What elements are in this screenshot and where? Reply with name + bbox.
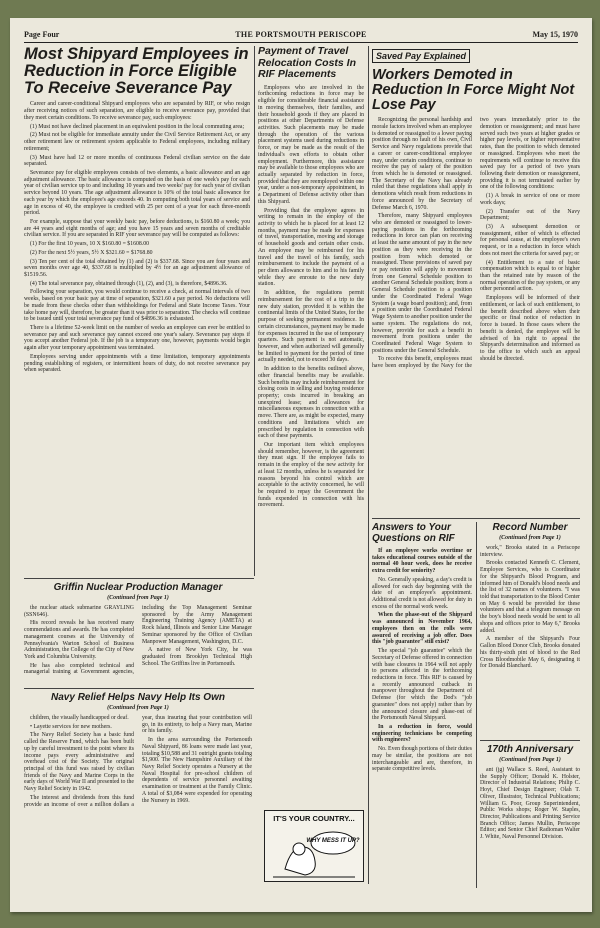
article-paragraph: In the area surrounding the Portsmouth Naval Shipyard, 86 loans were made last year, totaling $10,588 and 31 outright grants totaling $1,900. The New Hampshire Auxiliary of the Navy Relief Society operates a Nursery at the Naval Hospital for pre-school children of dependents of service personnel awaiting examination or treatment at the Family Clinic. A total of $3,084 were expended for operating the Nursery in 1969. [142,737,252,804]
article-paragraph: There is a lifetime 52-week limit on the number of weeks an employee can ever be entitled to severance pay and such severance pay cannot exceed one year's salary. Severance pay stops if you accept another Federal job. If the job is a temporary one, however, payments would begin again after your temporary appointment was terminated. [24,325,250,352]
cartoon [264,810,364,882]
article-paragraph: (2) For the next 5½ years, 5½ X $321.60 = $1768.80 [30,249,153,256]
answers-headline: Answers to Your Questions on RIF [372,522,455,544]
section-rule [372,518,580,519]
severance-pay-article [24,46,250,574]
anniversary-headline: 170th Anniversary [486,744,574,755]
article-paragraph: The Navy Relief Society has a basic fund called the Reserve Fund, which has been built up by careful investment to the point where its income pays every administrative and overhead cost of the Society. The original principal of this fund was raised by civilian friends of the Navy and Marine Corps in the early days of World War II and presented to the Navy Relief Society in 1942. [24,732,134,793]
griffin-continued: (Continued from Page 1) [107,595,169,601]
issue-date: May 15, 1970 [532,30,578,39]
article-paragraph: (4) The total severance pay, obtained through (1), (2), and (3), is therefore, $4896.36. [30,280,228,287]
cartoon-head [293,843,305,855]
answers-article [372,522,472,888]
section-rule [24,688,254,689]
article-paragraph: work," Brooks stated in a Periscope interview. [480,545,580,558]
article-paragraph: No. Even though portions of their duties may be similar, the positions are not interchangeable and are, therefore, in separate competitive levels. [372,746,472,773]
article-paragraph: He has also completed technical and managerial training at Government agencies, including the Top Management Seminar sponsored by the Army Management Engineering Training Agency (AMETA) at Rock Island, Illinois and Senior Line Manager Seminar sponsored by the Office of Civilian Manpower Management, Washington, D.C. [24,605,252,676]
navy-relief-headline: Navy Relief Helps Navy Help Its Own [51,692,225,703]
article-paragraph: In addition, the regulations permit reimbursement for the cost of a trip to the new duty station, provided it is within the continental limits of the United States, for the purpose of seeking permanent residence. In certain circumstances, payment may be made for expenses incurred in the use of temporary quarters. Such payment is not automatic, however, and when authorized will generally be limited to payment for the period of time actually needed, not to exceed 30 days. [258,290,364,364]
section-rule [480,740,580,741]
article-paragraph: His record reveals he has received many commendations and awards. He has completed management courses at the University of Pennsylvania's Warton School of Business Administration, the College of the City of New York and Columbia University. [24,620,134,661]
article-paragraph: (1) A break in service of one or more work days; [480,193,580,206]
column-rule [368,46,369,884]
article-paragraph: (1) Must not have declined placement in an equivalent position in the local commuting area; [30,123,245,130]
anniversary-article [480,744,580,888]
anniversary-continued: (Continued from Page 1) [499,757,561,763]
article-paragraph: To receive this benefit, employees must have been employed by the Navy for the two years immediately prior to the demotion or reassignment; and must have served such two years at higher grades or higher pay levels, or higher representative rates, than the position to which demoted or reassigned. Employees who meet the requirements will continue to receive this saved pay for a period of two years following their demotion or reassignment, providing it is not terminated earlier by one of the following conditions: [372,117,580,370]
saved-pay-article [372,46,580,514]
griffin-body [24,605,252,679]
saved-pay-body [372,117,580,495]
article-paragraph: (3) A subsequent demotion or reassignment, either of which is effected for personal cause, at the employee's own request, or in a reduction in force which does not meet the criteria for saved pay; or [480,224,580,257]
griffin-article [24,582,252,686]
answers-body [372,548,472,773]
record-number-article [480,522,580,738]
page-number: Page Four [24,30,60,39]
article-paragraph: Employees serving under appointments with a time limitation, temporary appointments pending establishing of registers, or intermittent hours of duty, do not receive severance pay when separated. [24,353,250,374]
article-paragraph: In a reduction in force, would engineering technicians be competing with engineers? [372,723,472,744]
severance-headline: Most Shipyard Employees in Reduction in Force Eligible To Receive Severance Pay [24,46,249,98]
record-number-headline: Record Number [492,522,568,533]
article-paragraph: In addition to the benefits outlined above, other financial benefits may be available. Such benefits may include reimbursement for closing costs in selling and buying residence property; costs incurred in breaking an unexpired lease; and allowances for miscellaneous expenses in connection with a move. There are, as might be expected, many conditions and limitations which are prescribed by regulation in connection with each of these payments. [258,366,364,440]
article-paragraph: (1) For the first 10 years, 10 X $160.80 = $1608.00 [30,241,150,248]
article-paragraph: ant (jg) Wallace S. Reed, Assistant to the Supply Officer; Donald K. Holster, Director of Industrial Relations; Philip C. Hoyt, Chief Design Engineer; Olah T. Oliver, Illustrator, Technical Publications; William G. Poor, Group Superintendent, Public Works shops; Roger W. Staples, Director, Publications and Printing Service Branch Office; James Mullin, Periscope Editor; and Senior Chief Radioman Walter J. White, Naval Personnel Division. [480,767,580,841]
article-paragraph: (3) Ten per cent of the total obtained by (1) and (2) is $337.68. Since you are four years and seven months over age 40, $337.68 is multiplied by 4½ for an age adjustment allowance of $1519.56. [24,258,250,278]
article-paragraph: Brooks contacted Kenneth C. Clement, Employee Services, who is Coordinator for the Shipyard's Blood Program, and informed him of Donald's blood needs and the list of 32 names of volunteers. "I was told that transportation to the Blood Center on May 6 would be provided for these volunteers and that a telegram message on the boy's blood needs would be sent to all shops and offices prior to May 6," Brooks added. [480,560,580,634]
saved-pay-kicker: Saved Pay Explained [372,49,470,63]
navy-relief-continued: (Continued from Page 1) [107,705,169,711]
cartoon-drawing [265,811,363,881]
article-paragraph: The interest and dividends from this fund provide an income of over a million dollars a year, thus insuring that your contribution will go, in its entirety, to help a Navy man, Marine or his family. [24,715,252,808]
article-paragraph: Our important item which employees should remember, however, is the agreement they must sign. If the employee fails to remain in the employ of the new activity for at least 12 months, unless he is separated for reasons beyond his control which are acceptable to the activity concerned, he will be required to repay the Government the funds expended in connection with his movement. [258,442,364,509]
navy-relief-body [24,715,252,887]
article-paragraph: Employees who are involved in the forthcoming reductions in force may be eligible for considerable financial assistance in moving themselves, their families, and their household goods if they are placed in positions at other Departments of Defense activities. Such placements may be made through the operation of the various placement systems used during reductions in force, or may be made as the result of the individual's own efforts to obtain other employment. Furthermore, this assistance may be available to those employees who are actually separated by reduction in force, provided that they are reemployed within one year, under a non-temporary appointment, in a Department of Defense activity other than this Shipyard. [258,84,364,205]
article-paragraph: A native of New York City, he was graduated from Brooklyn Technical High School. The Griffins live in Portsmouth. [142,647,252,667]
article-paragraph: Therefore, many Shipyard employees who are demoted or reassigned to lower-paying positions in the forthcoming reductions in force can plan on receiving at least the same amount of pay in the new position as they were receiving in the position from which demoted or reassigned. These provisions of saved pay or pay retention will apply to movement from one General Schedule position to another General Schedule position; from a General Schedule position to a position under the Coordinated Federal Wage System (a wage board position); and, from a position under the Coordinated Federal Wage System to another position under the same system. The regulations do not, however, provide for such a benefit in movement from positions under the Coordinated Federal Wage System to positions under the General Schedule. [372,213,472,354]
article-paragraph: (4) Entitlement to a rate of basic compensation which is equal to or higher than the retained rate by reason of the normal operation of the pay system, or any other personnel action. [480,259,580,293]
section-rule [24,578,254,579]
column-rule [254,46,255,576]
article-paragraph: (3) Must have had 12 or more months of continuous Federal civilian service on the date separated. [24,154,250,168]
article-paragraph: If an employee works overtime or takes educational courses outside of the normal 40 hour week, does he receive extra credit for seniority? [372,548,472,575]
relocation-body [258,85,364,510]
article-paragraph: Recognizing the personal hardship and morale factors involved when an employee is demoted or reassigned to a lower paying position through no fault of his own, Civil Service and Navy regulations provide that a career or career-conditional employee may, under certain conditions, continue to receive the pay of salary of the position from which he is demoted or reassigned. The Secretary of the Navy has already ruled that these regulations shall apply in demotions which result from reductions in force announced by the Secretary of Defense March 6, 1970. [372,117,472,211]
article-paragraph: children, the visually handicapped or deaf. [30,715,129,721]
article-paragraph: Severance pay for eligible employees consists of two elements, a basic allowance and an age adjustment allowance. The basic allowance is computed on the basis of one week's pay for each year of civilian service up to and including 10 years and two weeks' pay for each year of civilian service beyond 10 years. The age adjustment allowance is 10% of the total basic allowance for each year by which the employee's age exceeds 40. In computing both total years of service and age in excess of 40, the employee is credited with 25 per cent of a year for each three-month period. [24,169,250,217]
anniversary-body [480,767,580,841]
article-paragraph: No. Generally speaking, a day's credit is allowed for each day beginning with the date of an employee's appointment. Additional credit is not allowed for duty in excess of the normal work week. [372,576,472,610]
article-paragraph: the nuclear attack submarine GRAYLING (SSN646). [24,605,134,618]
cartoon-balloon-text: WHY MESS IT UP? [306,838,360,844]
masthead [24,28,578,43]
relocation-article [258,46,364,884]
article-paragraph: The special "job guarantee" which the Secretary of Defense offered in connection with base closures in 1964 will not apply to persons affected in the forthcoming reductions in force. This RIF is caused by a recently announced cutback in manpower throughout the Department of Defense (for which the Dod's "job guarantee" does not apply) rather than by the announced closure and phase-out of the Portsmouth Naval Shipyard. [372,648,472,722]
record-number-continued: (Continued from Page 1) [499,535,561,541]
relocation-headline: Payment of Travel Relocation Costs In RIF Placements [258,46,357,81]
record-number-body [480,545,580,670]
article-paragraph: Following your separation, you would continue to receive a check, at normal intervals of two weeks, based on your basic pay at time of separation, $321.60 a pay period. No deductions will be made from these checks other than withholdings for Federal and State Income Taxes. Your take home pay will, therefore, be greater than it was prior to separation. The checks will continue to be issued until your total severance pay fund of $4896.36 is exhausted. [24,289,250,323]
column-rule [476,522,477,888]
article-paragraph: A member of the Shipyard's Four Gallon Blood Donor Club, Brooks donated his thirty-sixth pint of blood to the Red Cross Bloodmobile May 6, designating it for Donald Blanchard. [480,636,580,670]
article-paragraph: • Layette services for new mothers. [30,723,112,730]
saved-pay-headline: Workers Demoted in Reduction In Force Might Not Lose Pay [372,67,575,114]
article-paragraph: Providing that the employee agrees in writing to remain in the employ of the activity to which he is placed for at least 12 months, payment may be made for expenses of travel, transportation, moving and storage of household goods and certain other costs. An employee may be reimbursed for his travel and the travel of his family, such reimbursement to include the payment of a per diem allowance to him and to his family while they are enroute to the new duty station. [258,207,364,288]
article-paragraph: Career and career-conditional Shipyard employees who are separated by RIF, or who resign after receiving notices of such separation, are eligible to receive severance pay, provided that they meet certain conditions. To receive severance pay, such employees: [24,101,250,121]
newspaper-page [10,18,592,912]
article-paragraph: Employees will be informed of their entitlement, or lack of such entitlement, to the benefit described above when their specific or final notice of reduction in force is issued. In those cases where the benefit is denied, the employee will be advised of his right to appeal the Shipyard's determination and informed as to the office to which such an appeal should be directed. [480,295,580,362]
newspaper-title: THE PORTSMOUTH PERISCOPE [235,30,367,39]
article-paragraph: (2) Must not be eligible for immediate annuity under the Civil Service Retirement Act, or any other retirement law or retirement system applicable to Federal employees, including military retirement; [24,132,250,152]
navy-relief-article [24,692,252,888]
severance-body [24,101,250,374]
article-paragraph: For example, suppose that your weekly basic pay, before deductions, is $160.80 a week; you are 44 years and eight months of age; and you have 15 years and seven months of creditable civilian service. If you are separated in RIF your severance pay will be computed as follows: [24,218,250,239]
article-paragraph: When the phase-out of the Shipyard was announced in November 1964, employees then on the rolls were assured of receiving a job offer. Does this "job guarantee" still exist? [372,612,472,646]
griffin-headline: Griffin Nuclear Production Manager [53,582,223,593]
article-paragraph: (2) Transfer out of the Navy Department; [480,208,580,222]
cartoon-caption: IT'S YOUR COUNTRY... [273,814,355,823]
